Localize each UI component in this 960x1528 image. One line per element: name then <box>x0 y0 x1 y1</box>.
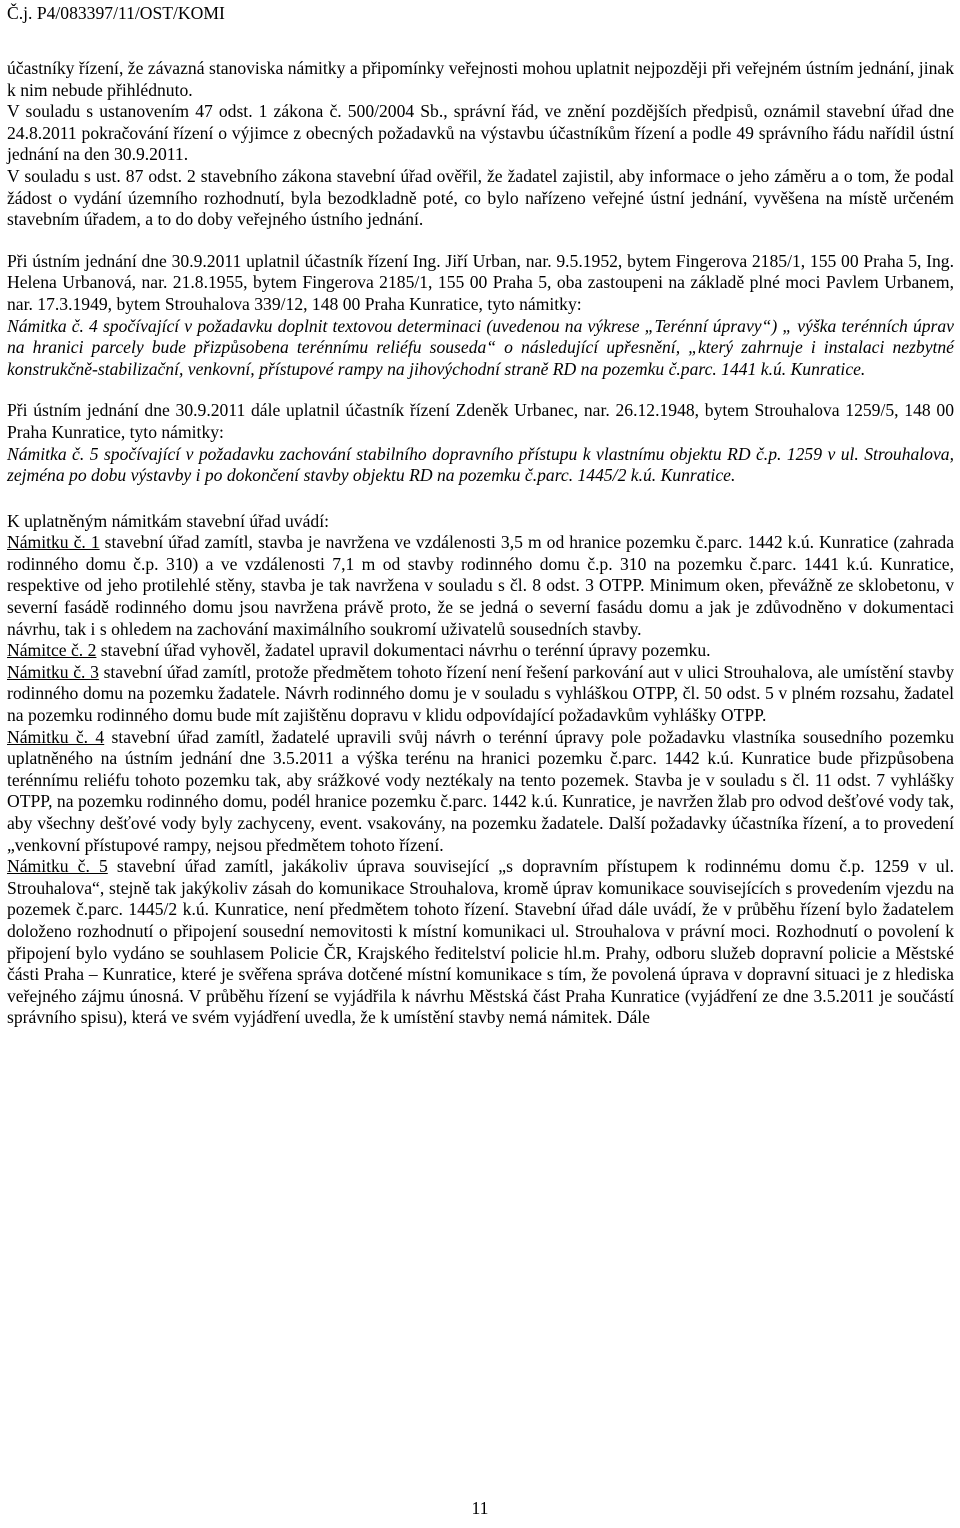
objection-4-text: Námitka č. 4 spočívající v požadavku doplnit textovou determinaci (uvedenou na výkrese „Terénní úpravy“) „ výška terénních úprav na hranici parcely bude přizpůsobena terénnímu reliéfu souseda“ o následující upřesnění, „který zahrnuje i instalaci nezbytné konstrukčně-stabilizační, venkovní, přístupové rampy na jihovýchodní straně RD na pozemku č.parc. 1441 k.ú. Kunratice. <box>7 315 954 379</box>
objection-2-response: stavební úřad vyhověl, žadatel upravil dokumentaci návrhu o terénní úpravy pozemku. <box>96 640 711 661</box>
paragraph-objections-urbanec: Při ústním jednání dne 30.9.2011 dále uplatnil účastník řízení Zdeněk Urbanec, nar. 26.12.1948, bytem Strouhalova 1259/5, 148 00 Praha Kunratice, tyto námitky: <box>7 400 954 442</box>
response-objection-5 <box>7 856 954 1029</box>
objection-5-response: stavební úřad zamítl, jakákoliv úprava související „s dopravním přístupem k rodinnému domu č.p. 1259 v ul. Strouhalova“, stejně tak jakýkoliv zásah do komunikace Strouhalova, kromě úprav komunikace souvisejících s provedením vjezdu na pozemek č.parc. 1445/2 k.ú. Kunratice, není předmětem tohoto řízení. Stavební úřad dále uvádí, že v průběhu řízení bylo žadatelem doloženo rozhodnutí o připojení sousední nemovitosti k místní komunikaci ul. Strouhalova v právní moci. Rozhodnutí o povolení k připojení bylo vydáno se souhlasem Policie ČR, Krajského ředitelství policie hl.m. Prahy, odboru služeb dopravní policie a Městské části Praha – Kunratice, které je svěřena správa dotčené místní komunikace s tím, že povolená úprava v dopravní situaci je z hlediska veřejného zájmu únosná. V průběhu řízení se vyjádřila k návrhu Městská část Praha Kunratice (vyjádření ze dne 3.5.2011 je součástí správního spisu), která ve svém vyjádření uvedla, že k umístění stavby nemá námitek. Dále <box>7 856 955 1028</box>
objection-1-response: stavební úřad zamítl, stavba je navržena ve vzdálenosti 3,5 m od hranice pozemku č.parc. 1442 k.ú. Kunratice (zahrada rodinného domu č.p. 310) a ve vzdálenosti 7,1 m od stavby rodinného domu č.p. 310 na pozemku č.parc. 1441 k.ú. Kunratice, respektive od jeho protilehlé stěny, stavba je tak navržena v souladu s čl. 8 odst. 3 OTPP. Minimum oken, převážně ze sklobetonu, v severní fasádě rodinného domu jsou navržena právě proto, že se jedná o severní fasádu domu a jak je zdůvodněno v dokumentaci návrhu, tak i s ohledem na zachování maximálního soukromí uživatelů sousedních stavby. <box>7 532 955 639</box>
objection-1-label: Námitku č. 1 <box>7 532 100 553</box>
response-objection-2 <box>7 640 954 662</box>
objection-5-label: Námitku č. 5 <box>7 856 108 877</box>
response-heading: K uplatněným námitkám stavební úřad uvádí: <box>7 510 329 531</box>
paragraph-objections-urban: Při ústním jednání dne 30.9.2011 uplatnil účastník řízení Ing. Jiří Urban, nar. 9.5.1952, bytem Fingerova 2185/1, 155 00 Praha 5, Ing. Helena Urbanová, nar. 21.8.1955, bytem Fingerova 2185/1, 155 00 Praha 5, oba zastoupeni na základě plné moci Pavlem Urbanem, nar. 17.3.1949, bytem Strouhalova 339/12, 148 00 Praha Kunratice, tyto námitky: <box>7 250 954 314</box>
objection-2-label: Námitce č. 2 <box>7 640 97 661</box>
page-number: 11 <box>471 1498 489 1518</box>
response-objection-4 <box>7 727 954 857</box>
paragraph-publication-verified: V souladu s ust. 87 odst. 2 stavebního zákona stavební úřad ověřil, že žadatel zajistil, aby informace o jeho záměru a o tom, že podal žádost o vydání územního rozhodnutí, byla bezodkladně poté, co bylo nařízeno veřejné ústní jednání, vyvěšena na místě určeném stavebním úřadem, a to do doby veřejného ústního jednání. <box>7 165 954 230</box>
response-objection-1 <box>7 532 954 640</box>
paragraph-participants: účastníky řízení, že závazná stanoviska námitky a připomínky veřejnosti mohou uplatnit nejpozději při veřejném ústním jednání, jinak k nim nebude přihlédnuto. <box>7 58 954 100</box>
paragraph-hearing-notice: V souladu s ustanovením 47 odst. 1 zákona č. 500/2004 Sb., správní řád, ve znění pozdějších předpisů, oznámil stavební úřad dne 24.8.2011 pokračování řízení o výjimce z obecných požadavků na výstavbu účastníkům řízení a podle 49 správního řádu nařídil ústní jednání na den 30.9.2011. <box>7 101 954 165</box>
document-body <box>7 58 954 1029</box>
objection-4-response: stavební úřad zamítl, žadatelé upravili svůj návrh o terénní úpravy pole požadavku vlastníka sousedního pozemku uplatněného na ústním jednání dne 3.5.2011 a výška terénu na hranici pozemku č.parc. 1442 k.ú. Kunratice bude přizpůsobena terénnímu reliéfu tohoto pozemku tak, aby srážkové vody neztékaly na tento pozemek. Stavba je v souladu s čl. 11 odst. 7 vyhlášky OTPP, na pozemku rodinného domu, podél hranice pozemku č.parc. 1442 k.ú. Kunratice, je navržen žlab pro odvod dešťové vody tak, aby všechny dešťové vody byly zachyceny, event. vsakovány, na pozemku žadatele. Další požadavky účastníka řízení, a to provedení „venkovní přístupové rampy, nejsou předmětem tohoto řízení. <box>7 726 954 855</box>
objection-4-label: Námitku č. 4 <box>7 726 105 747</box>
response-objection-3 <box>7 662 954 727</box>
document-reference: Č.j. P4/083397/11/OST/KOMI <box>7 3 225 23</box>
objection-3-response: stavební úřad zamítl, protože předmětem tohoto řízení není řešení parkování aut v ulici Strouhalova, ale umístění stavby rodinného domu na pozemku žadatele. Návrh rodinného domu je v souladu s vyhláškou OTPP, čl. 50 odst. 5 v plném rozsahu, žadatel na pozemku rodinného domu bude mít zajištěnu dopravu v klidu odpovídající požadavkům vyhlášky OTPP. <box>7 661 955 726</box>
objection-3-label: Námitku č. 3 <box>7 661 99 682</box>
objection-5-text: Námitka č. 5 spočívající v požadavku zachování stabilního dopravního přístupu k vlastnímu objektu RD č.p. 1259 v ul. Strouhalova, zejména po dobu výstavby i po dokončení stavby objektu RD na pozemku č.parc. 1445/2 k.ú. Kunratice. <box>7 443 954 486</box>
